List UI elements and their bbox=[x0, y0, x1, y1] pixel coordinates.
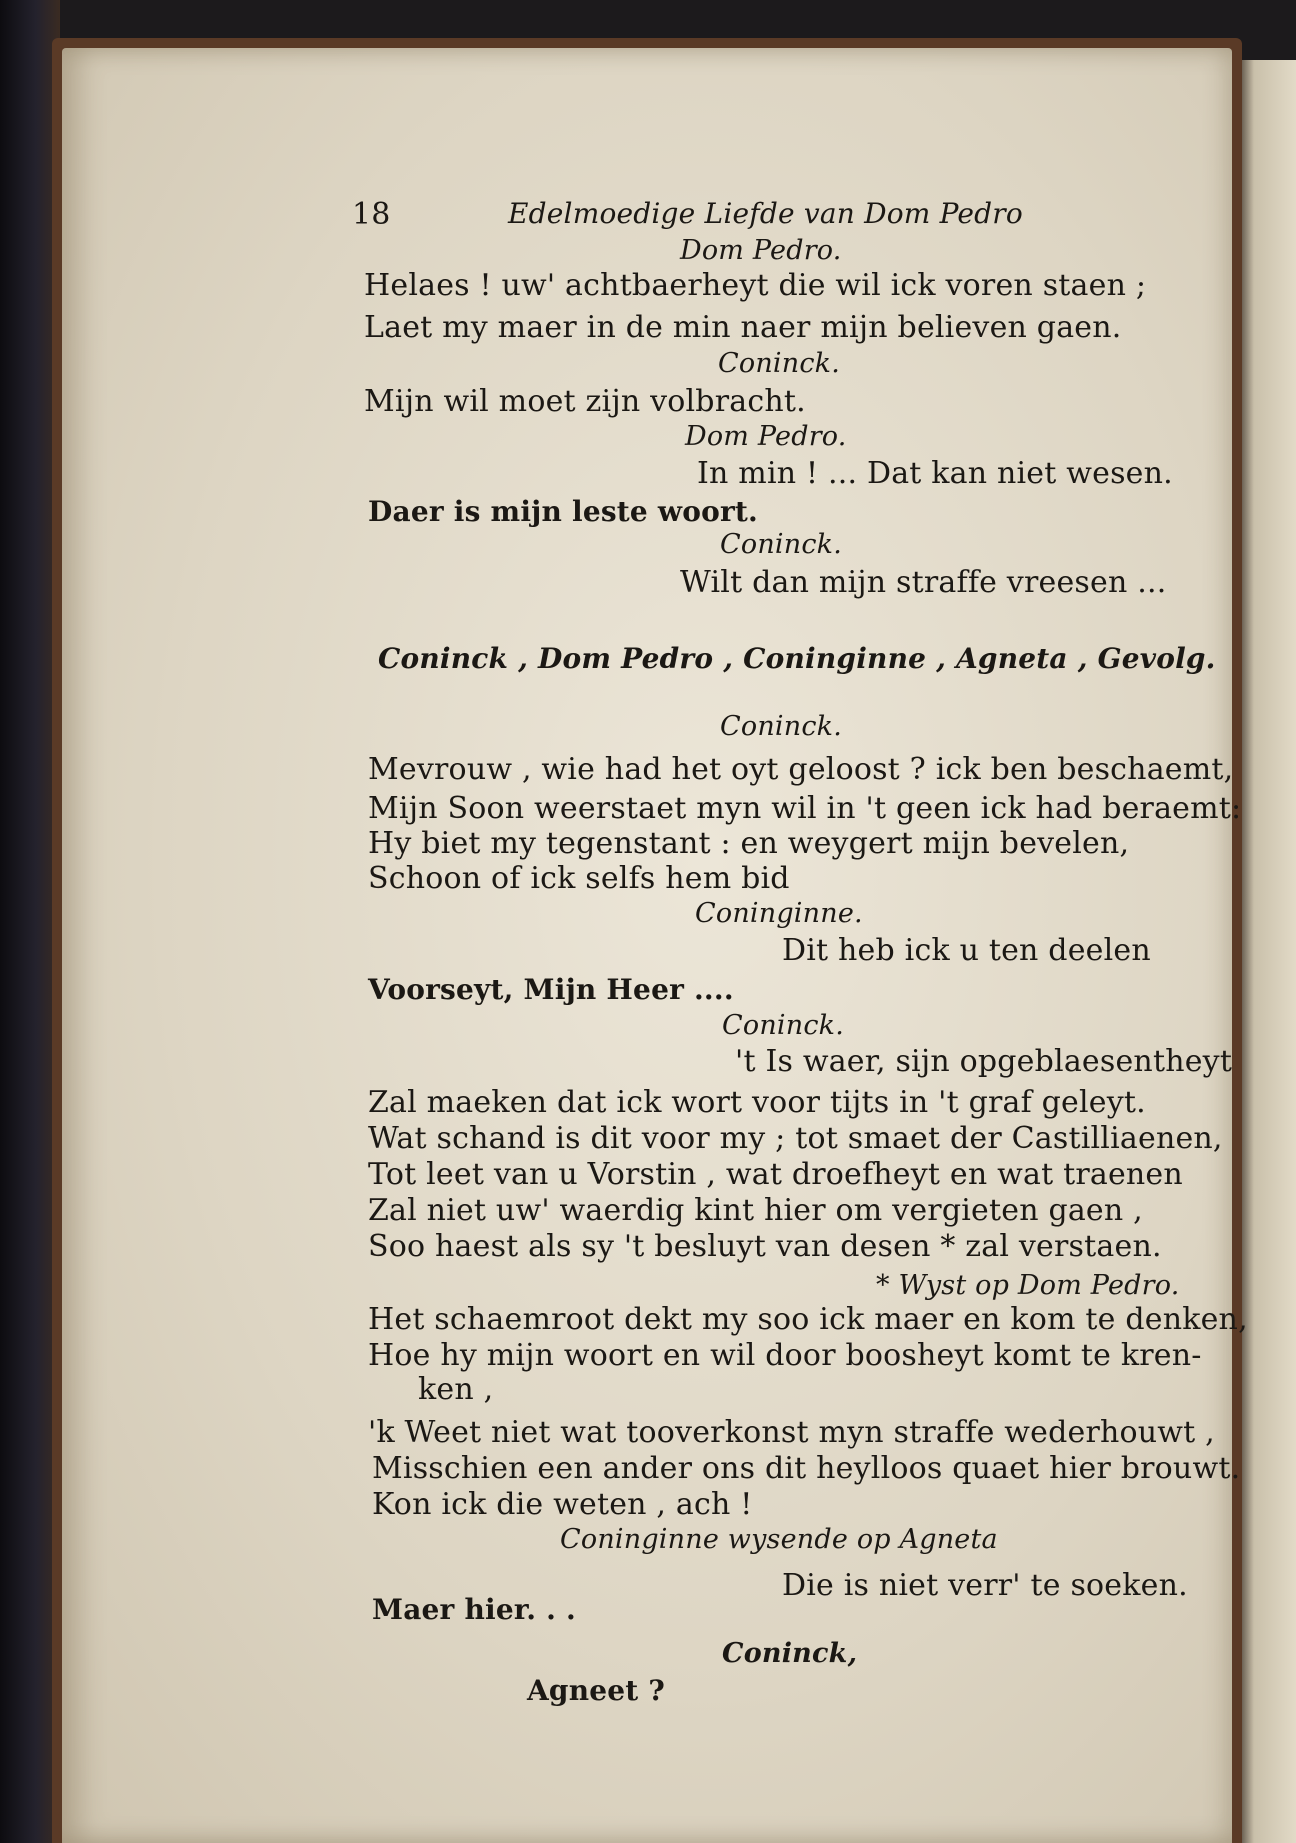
speaker-label: Coninck. bbox=[718, 348, 840, 379]
verse-line: Mijn Soon weerstaet myn wil in 't geen ick had beraemt: bbox=[368, 791, 1242, 826]
speaker-label: Coninck, bbox=[722, 1638, 858, 1669]
verse-line: 'k Weet niet wat tooverkonst myn straffe wederhouwt , bbox=[368, 1415, 1215, 1450]
verse-line: Wilt dan mijn straffe vreesen ... bbox=[680, 565, 1167, 600]
speaker-label: Dom Pedro. bbox=[685, 421, 847, 452]
verse-line: Voorseyt, Mijn Heer .... bbox=[368, 973, 734, 1006]
speaker-label: Dom Pedro. bbox=[680, 235, 842, 266]
verse-line: 't Is waer, sijn opgeblaesentheyt bbox=[735, 1044, 1233, 1079]
speaker-label: Coninginne wysende op Agneta bbox=[560, 1524, 998, 1555]
verse-line: Hy biet my tegenstant : en weygert mijn bevelen, bbox=[368, 826, 1130, 861]
verse-line: Die is niet verr' te soeken. bbox=[782, 1568, 1188, 1603]
verse-line: Daer is mijn leste woort. bbox=[368, 495, 758, 528]
verse-line: Misschien een ander ons dit heylloos quaet hier brouwt. bbox=[372, 1451, 1241, 1486]
verse-line: Dit heb ick u ten deelen bbox=[782, 933, 1151, 968]
verse-line: Hoe hy mijn woort en wil door boosheyt komt te kren- bbox=[368, 1338, 1202, 1373]
verse-line: In min ! ... Dat kan niet wesen. bbox=[697, 456, 1173, 491]
page-number: 18 bbox=[352, 197, 391, 232]
speaker-label: Coninck. bbox=[720, 529, 842, 560]
speaker-label: Coninck. bbox=[722, 1010, 844, 1041]
verse-line: Het schaemroot dekt my soo ick maer en kom te denken, bbox=[368, 1302, 1248, 1337]
verse-line: Soo haest als sy 't besluyt van desen * zal verstaen. bbox=[368, 1229, 1162, 1264]
speaker-label: Coninck. bbox=[720, 711, 842, 742]
verse-line: Agneet ? bbox=[527, 1674, 665, 1707]
verse-line: Laet my maer in de min naer mijn believen gaen. bbox=[364, 310, 1122, 345]
stage-direction-note: * Wyst op Dom Pedro. bbox=[876, 1270, 1180, 1301]
verse-line: Mevrouw , wie had het oyt geloost ? ick ben beschaemt, bbox=[368, 752, 1234, 787]
running-title: Edelmoedige Liefde van Dom Pedro bbox=[508, 197, 1023, 230]
verse-line: ken , bbox=[418, 1372, 494, 1407]
verse-line: Zal niet uw' waerdig kint hier om vergieten gaen , bbox=[368, 1193, 1143, 1228]
verse-line: Kon ick die weten , ach ! bbox=[372, 1487, 753, 1522]
verse-line: Zal maeken dat ick wort voor tijts in 't graf geleyt. bbox=[368, 1085, 1146, 1120]
speaker-label: Coninginne. bbox=[695, 898, 863, 929]
verse-line: Wat schand is dit voor my ; tot smaet der Castilliaenen, bbox=[368, 1121, 1223, 1156]
verse-line: Maer hier. . . bbox=[372, 1593, 576, 1626]
verse-line: Mijn wil moet zijn volbracht. bbox=[364, 384, 806, 419]
verse-line: Schoon of ick selfs hem bid bbox=[368, 861, 790, 896]
verse-line: Helaes ! uw' achtbaerheyt die wil ick voren staen ; bbox=[364, 268, 1147, 303]
verse-line: Tot leet van u Vorstin , wat droefheyt en wat traenen bbox=[368, 1157, 1183, 1192]
scene-heading: Coninck , Dom Pedro , Coninginne , Agneta , Gevolg. bbox=[378, 642, 1216, 675]
